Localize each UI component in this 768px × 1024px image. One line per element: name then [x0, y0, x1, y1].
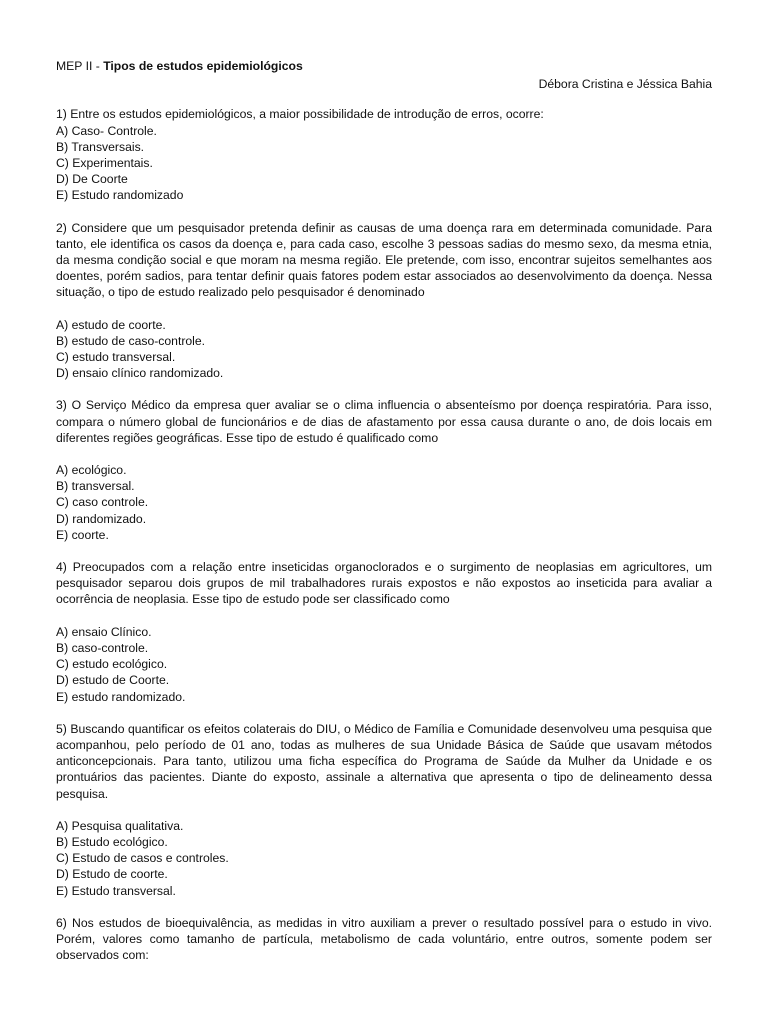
option-d: D) ensaio clínico randomizado.	[56, 366, 224, 381]
option-b: B) transversal.	[56, 479, 135, 494]
option-e: E) estudo randomizado.	[56, 689, 186, 704]
question-text: 2) Considere que um pesquisador pretenda definir as causas de uma doença rara em determinada comunidade. Para tanto, ele identifica os casos da doença e, para cada caso, escolhe 3 pessoas sadias do mesmo sexo, da mesma etnia, da mesma condição social e que moram na mesma região. Ele pretende, com isso, encontrar sujeitos semelhantes aos doentes, porém sadios, para tentar definir quais fatores podem estar associados ao desenvolvimento da doença. Nessa situação, o tipo de estudo realizado pelo pesquisador é denominado	[56, 220, 712, 300]
option-c: C) Experimentais.	[56, 156, 153, 171]
options-list	[56, 317, 712, 382]
options-list	[56, 624, 712, 705]
options-list	[56, 462, 712, 543]
question-text: 1) Entre os estudos epidemiológicos, a maior possibilidade de introdução de erros, ocorre:	[56, 107, 544, 122]
question-5	[56, 721, 712, 899]
course-code: MEP II -	[56, 59, 100, 73]
option-c: C) estudo transversal.	[56, 350, 176, 365]
option-d: D) estudo de Coorte.	[56, 673, 170, 688]
option-a: A) Caso- Controle.	[56, 123, 157, 138]
option-c: C) Estudo de casos e controles.	[56, 851, 229, 866]
document-header	[56, 58, 712, 74]
question-2	[56, 220, 712, 382]
option-d: D) De Coorte	[56, 172, 128, 187]
question-1	[56, 106, 712, 203]
question-text: 5) Buscando quantificar os efeitos colaterais do DIU, o Médico de Família e Comunidade desenvolveu uma pesquisa que acompanhou, pelo período de 01 ano, todas as mulheres de sua Unidade Básica de Saúde que usavam métodos anticoncepcionais. Para tanto, utilizou uma ficha específica do Programa de Saúde da Mulher da Unidade e os prontuários das pacientes. Diante do exposto, assinale a alternativa que apresenta o tipo de delineamento dessa pesquisa.	[56, 721, 712, 801]
option-b: B) Estudo ecológico.	[56, 834, 168, 849]
option-e: E) Estudo randomizado	[56, 188, 184, 203]
option-a: A) ecológico.	[56, 463, 127, 478]
option-a: A) Pesquisa qualitativa.	[56, 818, 184, 833]
question-4	[56, 559, 712, 705]
option-b: B) Transversais.	[56, 139, 145, 154]
option-e: E) Estudo transversal.	[56, 883, 176, 898]
question-text: 4) Preocupados com a relação entre inseticidas organoclorados e o surgimento de neoplasias em agricultores, um pesquisador separou dois grupos de mil trabalhadores rurais expostos e não expostos ao inseticida para avaliar a ocorrência de neoplasia. Esse tipo de estudo pode ser classificado como	[56, 560, 712, 607]
option-b: B) estudo de caso-controle.	[56, 333, 206, 348]
option-c: C) caso controle.	[56, 495, 149, 510]
option-a: A) ensaio Clínico.	[56, 624, 152, 639]
question-text: 6) Nos estudos de bioequivalência, as medidas in vitro auxiliam a prever o resultado possível para o estudo in vivo. Porém, valores como tamanho de partícula, metabolismo de cada voluntário, entre outros, somente podem ser observados com:	[56, 915, 712, 963]
option-e: E) coorte.	[56, 527, 109, 542]
question-text: 3) O Serviço Médico da empresa quer avaliar se o clima influencia o absenteísmo por doença respiratória. Para isso, compara o número global de funcionários e de dias de afastamento por essa causa durante o ano, de dois locais em diferentes regiões geográficas. Esse tipo de estudo é qualificado como	[56, 398, 712, 445]
option-d: D) randomizado.	[56, 511, 147, 526]
option-a: A) estudo de coorte.	[56, 317, 166, 332]
document-title: Tipos de estudos epidemiológicos	[103, 59, 303, 73]
options-list	[56, 123, 712, 204]
option-b: B) caso-controle.	[56, 640, 149, 655]
option-d: D) Estudo de coorte.	[56, 867, 168, 882]
authors: Débora Cristina e Jéssica Bahia	[538, 77, 712, 92]
question-6	[56, 915, 712, 964]
question-3	[56, 397, 712, 543]
options-list	[56, 818, 712, 899]
option-c: C) estudo ecológico.	[56, 657, 168, 672]
